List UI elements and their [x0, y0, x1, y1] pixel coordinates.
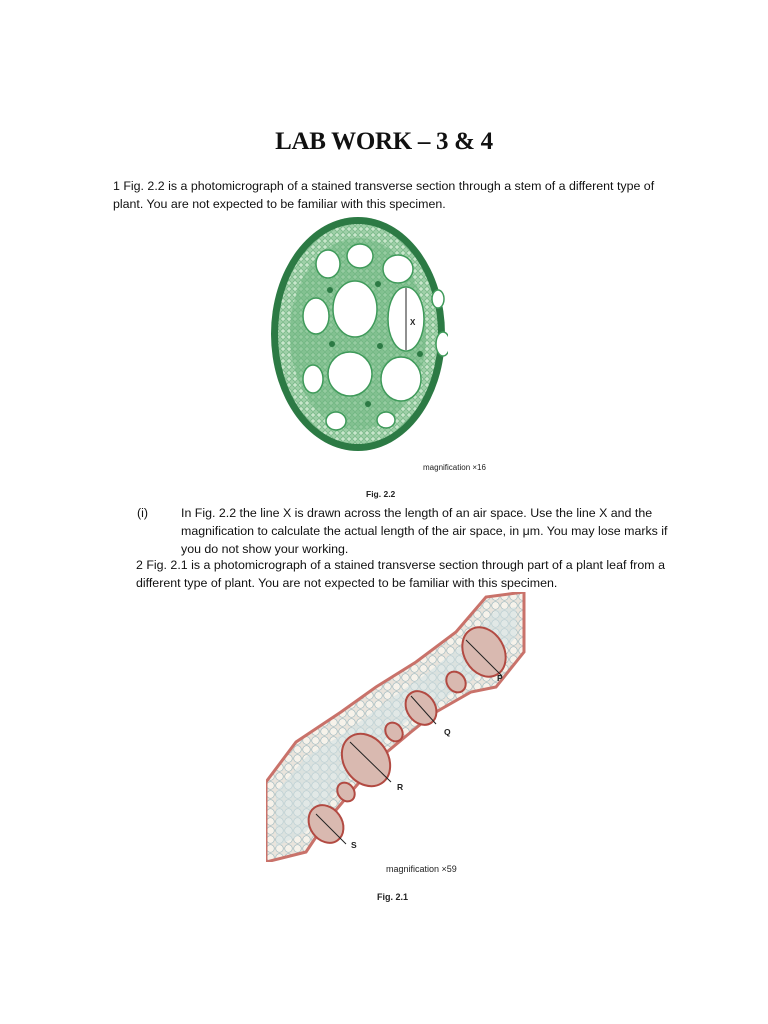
- label-s: S: [351, 840, 357, 850]
- stem-cross-section-figure: [268, 214, 448, 454]
- air-space: [381, 357, 421, 401]
- figure-2-2-caption: Fig. 2.2: [366, 489, 396, 499]
- air-space: [383, 255, 413, 283]
- page-title: LAB WORK – 3 & 4: [275, 128, 493, 155]
- air-space: [328, 352, 372, 396]
- air-space: [326, 412, 346, 430]
- air-space: [436, 332, 448, 356]
- label-p: P: [497, 673, 503, 683]
- air-space: [347, 244, 373, 268]
- air-space: [316, 250, 340, 278]
- question-2-text: 2 Fig. 2.1 is a photomicrograph of a stained transverse section through part of a plant leaf from a different type of plant. You are not expected to be familiar with this specimen.: [136, 558, 665, 590]
- part-i-text: In Fig. 2.2 the line X is drawn across the length of an air space. Use the line X and the magnification to calculate the actual length of the air space, in μm. You may lose marks if you do not show your working.: [181, 506, 668, 556]
- label-q: Q: [444, 727, 451, 737]
- part-i-number: (i): [137, 506, 149, 520]
- question-1-text: 1 Fig. 2.2 is a photomicrograph of a stained transverse section through a stem of a different type of plant. You are not expected to be familiar with this specimen.: [113, 179, 655, 211]
- line-x-label: X: [410, 318, 416, 327]
- leaf-cross-section-figure: [266, 592, 526, 862]
- air-space: [303, 365, 323, 393]
- figure-2-1-caption: Fig. 2.1: [377, 892, 409, 902]
- air-space: [377, 412, 395, 428]
- figure-2-2-magnification: magnification ×16: [423, 463, 486, 472]
- air-space: [333, 281, 377, 337]
- air-space: [303, 298, 329, 334]
- label-r: R: [397, 782, 404, 792]
- air-space: [432, 290, 444, 308]
- figure-2-1-magnification: magnification ×59: [386, 864, 457, 874]
